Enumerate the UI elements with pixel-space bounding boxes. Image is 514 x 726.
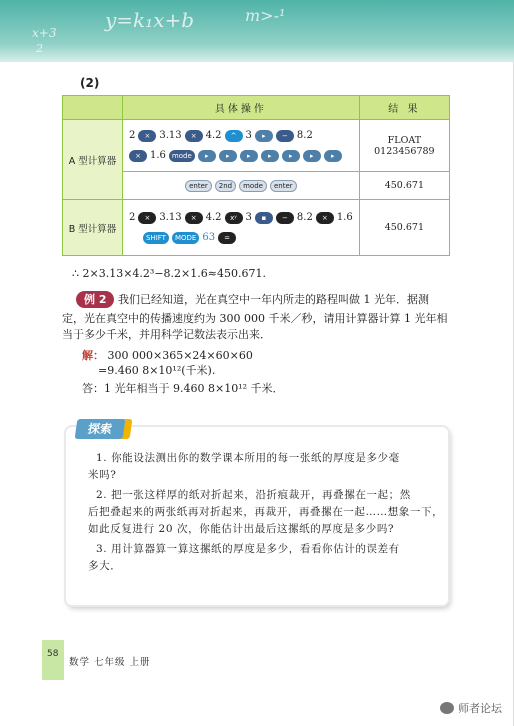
mode-key: mode (239, 180, 267, 192)
type-a-result-1: FLOAT 0123456789 (359, 120, 449, 172)
value-text: 2 (129, 130, 136, 141)
explore-question-2b: 后把叠起来的两张纸再对折起来，再裁开，再叠摞在一起……想象一下， (88, 506, 444, 518)
type-b-result: 450.671 (359, 200, 449, 256)
type-b-keys-line-2 (129, 228, 353, 248)
enter-key: enter (270, 180, 297, 192)
therefore-line: ∴ 2×3.13×4.2³−8.2×1.6≈450.671. (72, 267, 266, 280)
page-side-tab (42, 640, 64, 680)
table-header-empty (63, 96, 123, 120)
multiply-key: × (185, 212, 203, 224)
example-line-2: 定，光在真空中的传播速度约为 300 000 千米／秒，请用计算器计算 1 光年相 (62, 312, 448, 325)
value-text: 1.6 (336, 212, 353, 223)
value-text: 1.6 (150, 150, 166, 161)
type-b-keys-line-1 (129, 208, 353, 228)
solution-label: 解： (82, 349, 104, 362)
arrow-key: ▸ (219, 150, 237, 162)
solution-line-1 (82, 348, 253, 363)
second-function-key: 2nd (215, 180, 236, 192)
sub-question-label: (2) (80, 76, 100, 90)
multiply-key: × (185, 130, 203, 142)
explore-question-2a: 2. 把一张这样厚的纸对折起来，沿折痕裁开，再叠摞在一起；然 (96, 489, 411, 501)
explore-question-3b: 多大． (88, 560, 122, 572)
row-label-type-b: B 型计算器 (63, 200, 123, 256)
right-arrow-key: ▸ (255, 130, 273, 142)
multiply-key: × (316, 212, 334, 224)
explore-question-1a: 1. 你能设法测出你的数学课本所用的每一张纸的厚度是多少毫 (96, 452, 400, 464)
header-formula-linear: y=k₁x+b (105, 8, 195, 32)
type-a-result-2: 450.671 (359, 172, 449, 200)
watermark (440, 700, 502, 716)
type-a-operation-1 (123, 120, 360, 172)
table-header-operation: 具体操作 (123, 96, 360, 120)
explore-question-1b: 米吗? (88, 469, 117, 481)
equals-key: = (218, 232, 236, 244)
arrow-key: ▸ (198, 150, 216, 162)
multiply-key: × (138, 130, 156, 142)
arrow-key: ▸ (324, 150, 342, 162)
header-formula-fraction-bottom: 2 (36, 42, 43, 55)
page-number: 58 (47, 649, 59, 659)
calculator-table (62, 95, 450, 256)
header-formula-fraction-top: x+3 (32, 26, 57, 40)
value-text: 3.13 (159, 212, 182, 223)
value-text: 2 (129, 212, 136, 223)
table-header-result: 结 果 (359, 96, 449, 120)
value-text: 8.2 (296, 212, 313, 223)
row-label-type-a: A 型计算器 (63, 120, 123, 200)
type-b-operation (123, 200, 360, 256)
value-text: 4.2 (205, 212, 222, 223)
arrow-key: ▸ (240, 150, 258, 162)
value-text: 3 (245, 212, 252, 223)
value-text: 8.2 (296, 130, 313, 141)
solution-line-2: =9.460 8×10¹²(千米). (98, 364, 216, 377)
cursor-key: ▪ (255, 212, 273, 224)
watermark-text: 师者论坛 (458, 702, 502, 715)
value-text: 4.2 (205, 130, 222, 141)
value-text: 3 (245, 130, 252, 141)
power-key: xʸ (225, 212, 243, 224)
type-a-keys-line-3 (129, 176, 353, 196)
example-text: 我们已经知道，光在真空中一年内所走的路程叫做 1 光年．据测 (117, 293, 429, 306)
example-line-1 (76, 291, 429, 308)
arrow-key: ▸ (282, 150, 300, 162)
shift-key: SHIFT (143, 232, 169, 244)
explore-question-3a: 3. 用计算器算一算这摞纸的厚度是多少，看看你估计的误差有 (96, 543, 400, 555)
power-key: ^ (225, 130, 243, 142)
minus-key: − (276, 130, 294, 142)
explore-question-2c: 如此反复进行 20 次，你能估计出最后这摞纸的厚度是多少吗? (88, 523, 395, 535)
header-formula-inequality: m>-¹ (245, 6, 286, 25)
book-title: 数学 七年级 上册 (69, 657, 151, 668)
example-line-3: 当于多少千米，并用科学记数法表示出来． (62, 328, 271, 341)
multiply-key: × (138, 212, 156, 224)
type-a-keys-line-1 (129, 126, 353, 146)
mode-key: mode (169, 150, 195, 162)
mode-key: MODE (172, 232, 199, 244)
arrow-key: ▸ (303, 150, 321, 162)
type-a-keys-line-2 (129, 146, 353, 166)
solution-text: 300 000×365×24×60×60 (107, 349, 253, 362)
answer-line: 答：1 光年相当于 9.460 8×10¹² 千米． (82, 382, 284, 395)
minus-key: − (276, 212, 294, 224)
enter-key: enter (185, 180, 212, 192)
type-a-operation-2 (123, 172, 360, 200)
value-text: 63 (202, 232, 216, 243)
arrow-key: ▸ (261, 150, 279, 162)
explore-tab: 探索 (75, 419, 126, 439)
multiply-key: × (129, 150, 147, 162)
example-badge: 例 2 (76, 291, 114, 308)
value-text: 3.13 (159, 130, 182, 141)
header-band (0, 0, 514, 62)
wechat-icon (440, 702, 454, 714)
